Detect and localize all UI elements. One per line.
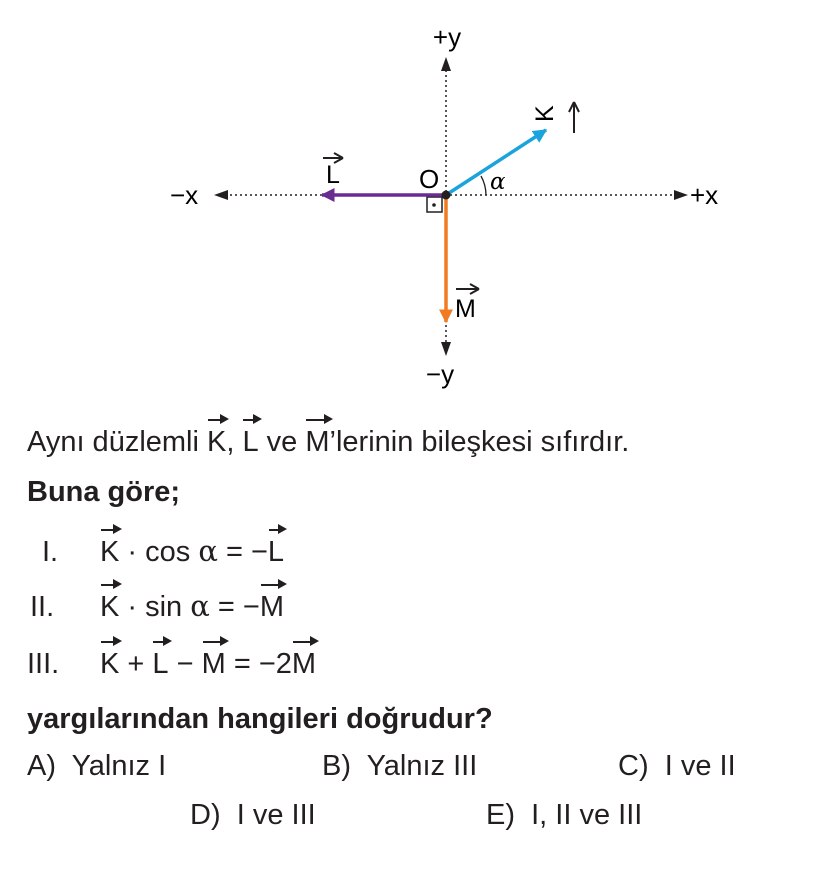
stem-prefix: Aynı düzlemli (27, 426, 207, 458)
option-text: I ve II (664, 750, 736, 782)
vector-k-symbol: K (100, 591, 120, 623)
option-c[interactable] (618, 752, 736, 781)
question-stem (27, 428, 629, 457)
statement-2 (30, 589, 285, 623)
option-letter: A) (27, 750, 56, 782)
pos-y-arrowhead (441, 57, 451, 71)
statement-equals: = − (209, 591, 260, 623)
stem-comma: , (226, 426, 235, 458)
option-letter: B) (322, 750, 351, 782)
option-e[interactable] (486, 801, 642, 830)
neg-x-label: −x (170, 180, 199, 210)
vector-l-symbol: L (267, 536, 285, 568)
vector-l-symbol: L (242, 426, 259, 458)
option-text: I ve III (236, 799, 316, 831)
statement-minus: − (168, 648, 202, 680)
vector-l-label: L (326, 161, 340, 189)
vector-m-symbol: M (201, 648, 226, 680)
vector-m-symbol: M (259, 591, 285, 623)
option-letter: C) (618, 750, 649, 782)
angle-arc (481, 176, 486, 195)
question-prompt: yargılarından hangileri doğrudur? (27, 703, 493, 735)
alpha-symbol: α (198, 534, 218, 568)
option-text: I, II ve III (531, 799, 643, 831)
statement-number: III. (27, 648, 60, 680)
option-letter: D) (190, 799, 221, 831)
vector-m-symbol: M (291, 648, 317, 680)
vector-diagram (0, 0, 839, 400)
statement-operator: · cos (119, 536, 199, 568)
origin-dot (442, 191, 451, 200)
question-lead: Buna göre; (27, 476, 181, 508)
vector-m-label: M (455, 295, 476, 323)
angle-label: α (490, 169, 506, 195)
statement-number: II. (30, 591, 55, 623)
vector-m-symbol: M (305, 426, 330, 458)
right-angle-dot (432, 203, 436, 207)
statement-plus: + (119, 648, 153, 680)
pos-y-label: +y (432, 22, 462, 52)
stem-suffix: ’lerinin bileşkesi sıfırdır. (329, 426, 630, 458)
option-b[interactable] (322, 752, 477, 781)
vector-k-label: K (531, 105, 559, 122)
vector-m-label-arrow (456, 284, 479, 294)
statement-equals: = −2 (225, 648, 292, 680)
alpha-symbol: α (190, 589, 210, 623)
vector-k-label-arrow (569, 102, 579, 133)
origin-label: O (419, 164, 440, 194)
option-a[interactable] (27, 752, 166, 781)
pos-x-label: +x (690, 180, 719, 210)
stem-and: ve (258, 426, 306, 458)
vector-l-symbol: L (152, 648, 169, 680)
statement-1 (42, 534, 285, 568)
option-d[interactable] (190, 801, 316, 830)
statement-operator: · sin (119, 591, 191, 623)
option-text: Yalnız III (366, 750, 478, 782)
statement-equals: = − (217, 536, 268, 568)
neg-x-arrowhead (214, 190, 228, 200)
statement-number: I. (42, 536, 59, 568)
vector-k-symbol: K (207, 426, 227, 458)
neg-y-label: −y (425, 359, 455, 389)
pos-x-arrowhead (674, 190, 688, 200)
vector-k-symbol: K (100, 648, 120, 680)
option-text: Yalnız I (71, 750, 167, 782)
vector-k-symbol: K (100, 536, 120, 568)
option-letter: E) (486, 799, 515, 831)
statement-3 (27, 650, 316, 679)
neg-y-arrowhead (441, 342, 451, 356)
